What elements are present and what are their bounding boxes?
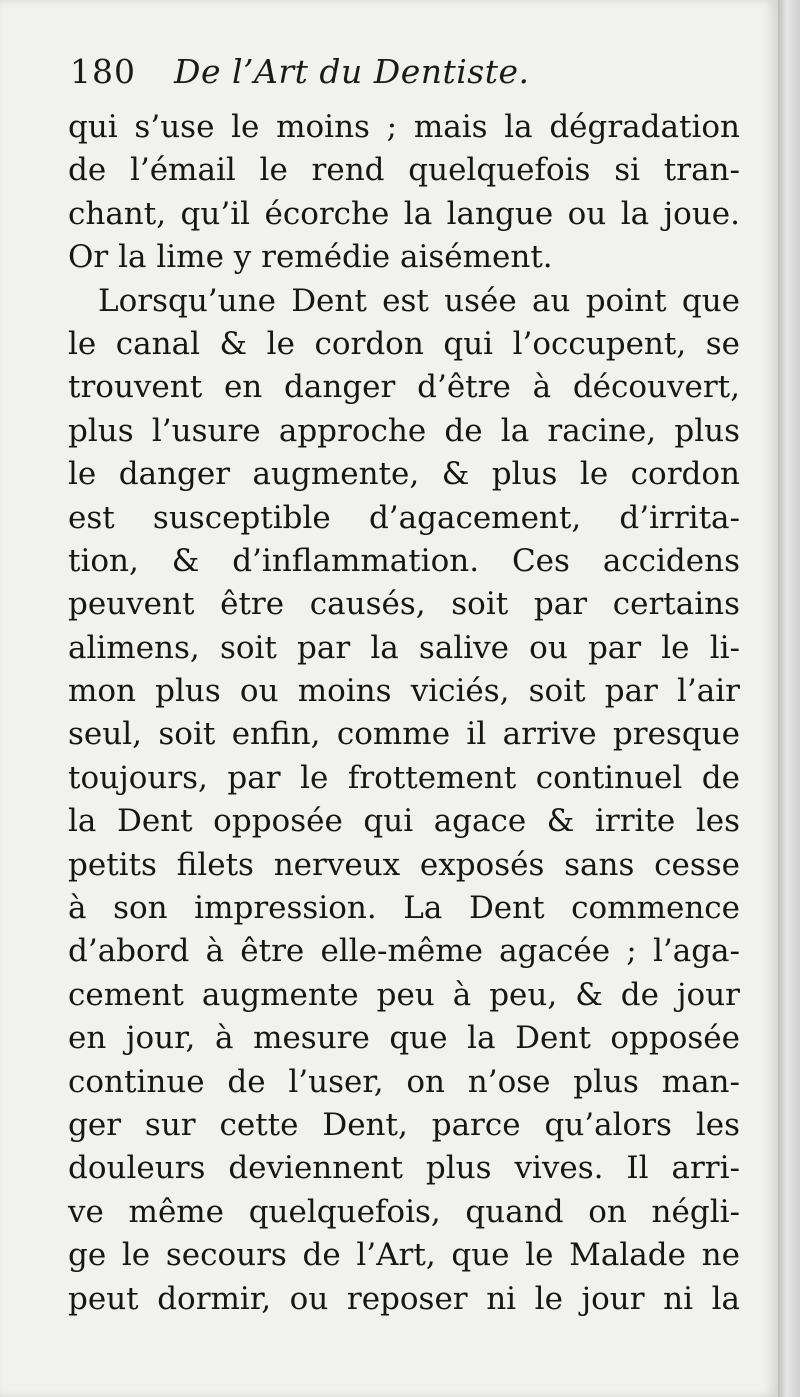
text-line: peuvent être causés, soit par certains [68, 586, 740, 623]
text-line: alimens, soit par la salive ou par le li- [68, 629, 740, 666]
running-title: De l’Art du Dentiste. [174, 52, 530, 91]
text-line: qui s’use le moins ; mais la dégradation [68, 109, 740, 145]
text-line: ge le secours de l’Art, que le Malade ne [68, 1237, 740, 1274]
text-line: douleurs deviennent plus vives. Il arri- [68, 1150, 740, 1187]
text-line: à son impression. La Dent commence [68, 890, 740, 927]
text-line: trouvent en danger d’être à découvert, [68, 369, 740, 406]
text-line: est susceptible d’agacement, d’irrita- [68, 499, 740, 536]
text-line: le canal & le cordon qui l’occupent, se [68, 325, 740, 362]
text-line: Or la lime y remédie aisément. [68, 239, 553, 276]
page-header [70, 52, 530, 104]
text-line: peut dormir, ou reposer ni le jour ni la [68, 1280, 740, 1317]
text-line: seul, soit enfin, comme il arrive presque [68, 716, 740, 753]
page-number: 180 [70, 52, 136, 91]
text-line: Lorsqu’une Dent est usée au point que [98, 282, 740, 319]
text-line: chant, qu’il écorche la langue ou la joue. [68, 195, 740, 232]
body-text [68, 106, 740, 1321]
text-line: continue de l’user, on n’ose plus man- [68, 1063, 740, 1100]
text-line: ger sur cette Dent, parce qu’alors les [68, 1106, 740, 1143]
text-line: d’abord à être elle-même agacée ; l’aga- [68, 933, 740, 970]
text-line: en jour, à mesure que la Dent opposée [68, 1020, 740, 1057]
text-line: petits filets nerveux exposés sans cesse [68, 846, 740, 883]
text-line: mon plus ou moins viciés, soit par l’air [68, 673, 740, 710]
text-line: la Dent opposée qui agace & irrite les [68, 803, 740, 840]
text-line: tion, & d’inflammation. Ces accidens [68, 542, 740, 579]
text-line: toujours, par le frottement continuel de [68, 759, 740, 796]
page-edge-shadow [778, 0, 800, 1397]
text-line: cement augmente peu à peu, & de jour [68, 976, 740, 1013]
text-line: le danger augmente, & plus le cordon [68, 456, 740, 493]
text-line: plus l’usure approche de la racine, plus [68, 412, 740, 449]
text-line: de l’émail le rend quelquefois si tran- [68, 152, 740, 189]
text-line: ve même quelquefois, quand on négli- [68, 1193, 740, 1230]
